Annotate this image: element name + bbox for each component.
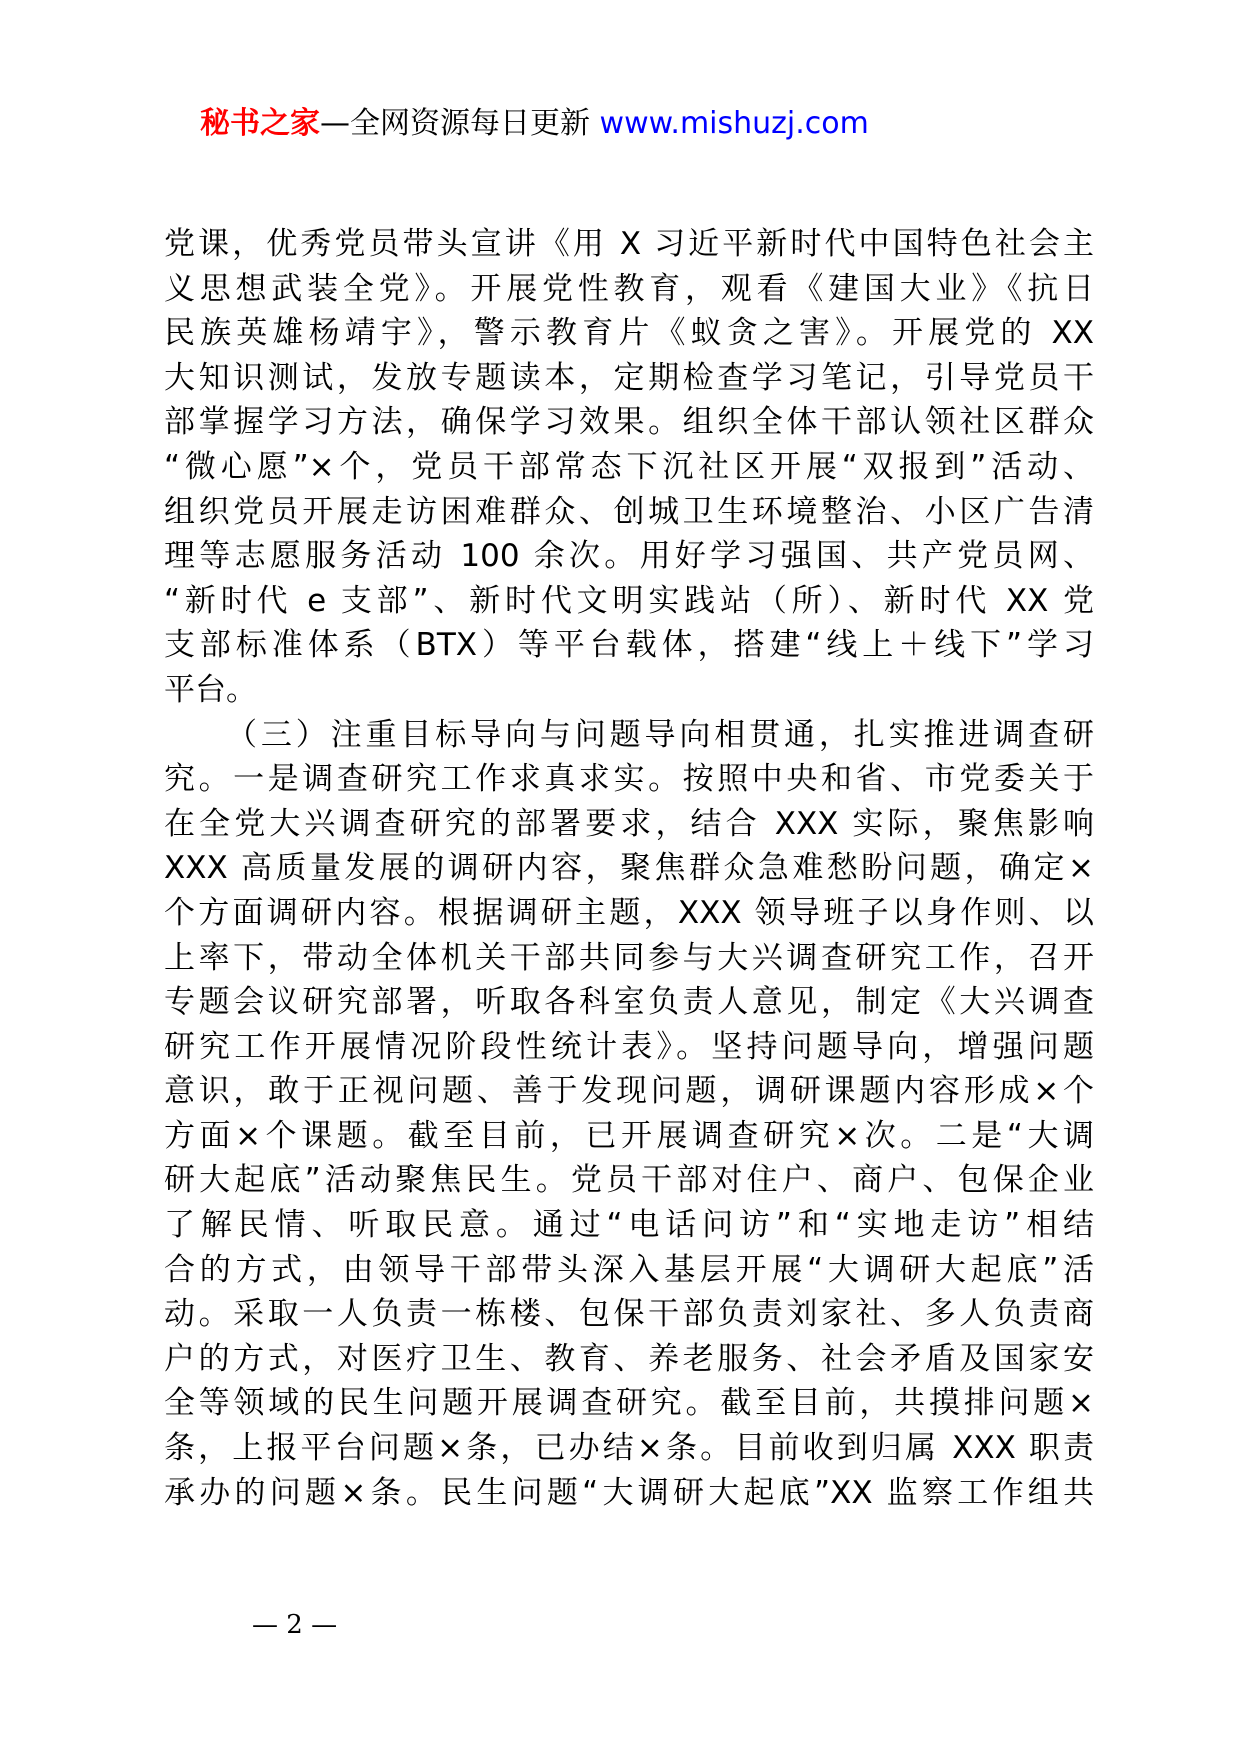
header-tagline: —全网资源每日更新 — [320, 106, 600, 141]
body-line: 专题会议研究部署，听取各科室负责人意见，制定《大兴调查 — [164, 984, 1094, 1021]
site-header — [200, 104, 869, 144]
body-line: 合的方式，由领导干部带头深入基层开展“大调研大起底”活 — [164, 1251, 1094, 1288]
page-number: — 2 — — [252, 1610, 338, 1640]
body-line: 全等领域的民生问题开展调查研究。截至目前，共摸排问题× — [164, 1385, 1094, 1422]
body-line: 动。采取一人负责一栋楼、包保干部负责刘家社、多人负责商 — [164, 1296, 1094, 1333]
body-line: 大知识测试，发放专题读本，定期检查学习笔记，引导党员干 — [164, 359, 1094, 396]
section-heading-line: （三）注重目标导向与问题导向相贯通，扎实推进调查研 — [226, 716, 1094, 753]
body-line: 支部标准体系（BTX）等平台载体，搭建“线上＋线下”学习 — [164, 627, 1094, 664]
body-line: 组织党员开展走访困难群众、创城卫生环境整治、小区广告清 — [164, 493, 1094, 530]
body-line: 意识，敢于正视问题、善于发现问题，调研课题内容形成×个 — [164, 1073, 1094, 1110]
body-line: XXX 高质量发展的调研内容，聚焦群众急难愁盼问题，确定× — [164, 850, 1094, 887]
body-line: 党课，优秀党员带头宣讲《用 X 习近平新时代中国特色社会主 — [164, 226, 1094, 262]
body-line: “新时代 e 支部”、新时代文明实践站（所）、新时代 XX 党 — [164, 582, 1094, 619]
body-line: 方面×个课题。截至目前，已开展调查研究×次。二是“大调 — [164, 1117, 1094, 1154]
body-line: 在全党大兴调查研究的部署要求，结合 XXX 实际，聚焦影响 — [164, 805, 1094, 842]
body-line: 个方面调研内容。根据调研主题，XXX 领导班子以身作则、以 — [164, 894, 1094, 931]
body-line: 条，上报平台问题×条，已办结×条。目前收到归属 XXX 职责 — [164, 1430, 1094, 1467]
body-line: 究。一是调查研究工作求真求实。按照中央和省、市党委关于 — [164, 761, 1094, 798]
body-line: 承办的问题×条。民生问题“大调研大起底”XX 监察工作组共 — [164, 1474, 1094, 1511]
body-line: 民族英雄杨靖宇》，警示教育片《蚁贪之害》。开展党的 XX — [164, 315, 1094, 352]
body-line: 平台。 — [164, 671, 257, 708]
document-body — [164, 222, 1094, 1515]
body-line: 研大起底”活动聚焦民生。党员干部对住户、商户、包保企业 — [164, 1162, 1094, 1199]
body-line: 义思想武装全党》。开展党性教育，观看《建国大业》《抗日 — [164, 270, 1094, 307]
site-url-link[interactable]: www.mishuzj.com — [599, 106, 869, 141]
body-line: 部掌握学习方法，确保学习效果。组织全体干部认领社区群众 — [164, 404, 1094, 441]
body-line: 了解民情、听取民意。通过“电话问访”和“实地走访”相结 — [164, 1207, 1094, 1244]
body-line: 户的方式，对医疗卫生、教育、养老服务、社会矛盾及国家安 — [164, 1340, 1094, 1377]
body-line: 理等志愿服务活动 100 余次。用好学习强国、共产党员网、 — [164, 538, 1094, 575]
body-line: 上率下，带动全体机关干部共同参与大兴调查研究工作，召开 — [164, 939, 1094, 976]
body-line: 研究工作开展情况阶段性统计表》。坚持问题导向，增强问题 — [164, 1028, 1094, 1065]
site-name: 秘书之家 — [200, 106, 320, 141]
body-line: “微心愿”×个，党员干部常态下沉社区开展“双报到”活动、 — [164, 448, 1094, 485]
